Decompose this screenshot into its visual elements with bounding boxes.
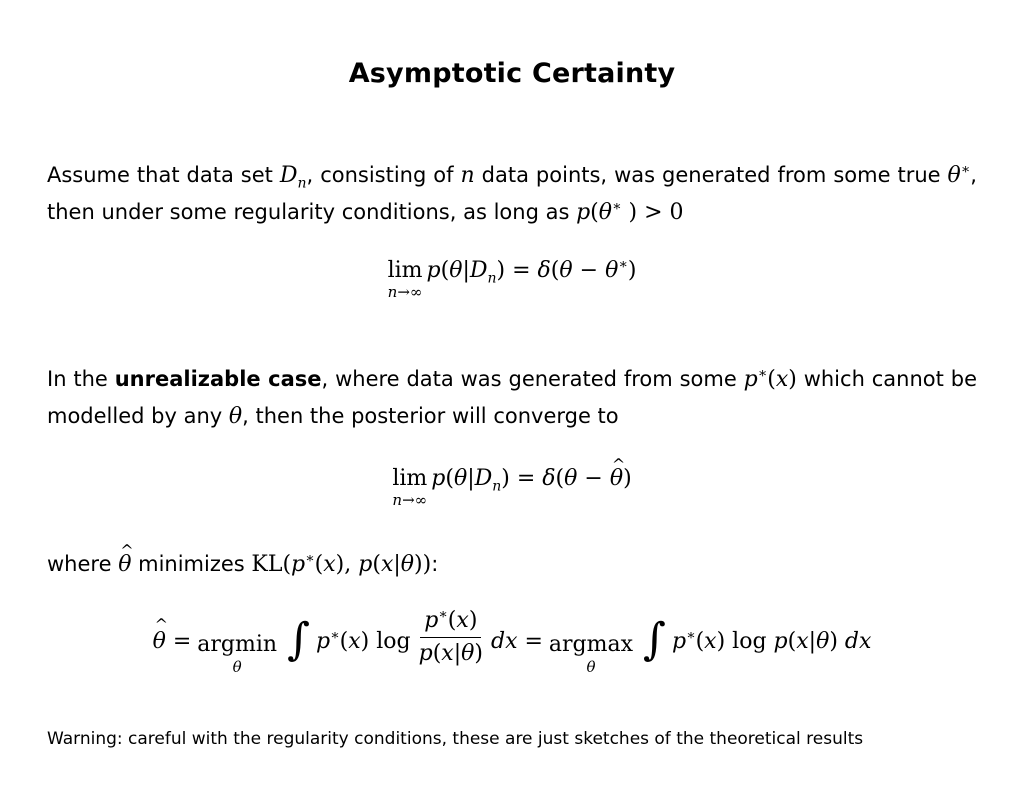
equation-limit-unrealizable [0,466,1024,508]
argmin-operator [197,632,277,676]
lim-label: lim [387,258,423,283]
integrand: p∗(x) log p(x|θ) dx [671,627,872,654]
text-fragment: , then under some regularity conditions, as long as [47,163,977,224]
lim-operator [388,258,423,300]
math-p-star: p∗(x) [743,365,797,392]
lim-subscript: n→∞ [387,283,423,301]
text-fragment: which cannot be modelled by any [47,367,977,428]
paragraph-assumption [47,157,977,231]
argmin-label: argmin [197,631,278,657]
math-paren: ( [590,200,599,225]
integral-sign: ∫ [643,613,666,665]
equation-body: $p(\theta|D_n) = \delta(\theta - \theta^∗)$ [426,256,637,287]
paragraph-unrealizable [47,361,977,435]
math-theta: θ [228,404,243,429]
lim-label: lim [392,466,428,491]
lim-subscript: n→∞ [392,491,428,509]
text-fragment: Assume that data set [47,163,280,187]
text-fragment: where [47,552,119,576]
dx: dx = [490,629,543,654]
math-theta-hat: ^ θ [118,552,131,577]
math-n: n [460,163,475,188]
integral-sign: ∫ [287,613,311,665]
argmax-operator [549,632,633,676]
math-kl-args: (p∗(x), p(x|θ)) [282,550,432,577]
math-gt: ) > 0 [621,200,684,225]
lim-operator [392,466,427,508]
text-fragment: , where data was generated from some [321,367,744,391]
math-prior-condition: p [576,200,591,225]
warning-note: Warning: careful with the regularity conditions, these are just sketches of the theoretical results [47,729,864,749]
bold-term: unrealizable case [114,367,322,391]
equation-argmin-argmax [0,606,1024,676]
fraction-denominator: p(x|θ) [418,641,483,666]
math-dataset: $D_n$ [279,163,307,192]
math-theta-star: θ∗ [947,161,971,188]
fraction [415,608,487,667]
text-fragment: minimizes [131,552,252,576]
integrand: p∗(x) log [316,627,411,654]
argmax-label: argmax [548,631,634,657]
text-fragment: , then the posterior will converge to [242,404,619,428]
theta-hat-lhs: ^ θ = [153,629,192,654]
slide-title: Asymptotic Certainty [348,58,676,89]
paragraph-minimizer [47,546,977,583]
argmin-subscript: θ [232,657,242,676]
fraction-numerator: p∗(x) [420,608,481,638]
argmax-subscript: θ [586,657,596,676]
equation-body: $p(\theta|D_n) = \delta(\theta$ − ^ θ) [431,466,631,492]
math-kl: KL [251,552,283,577]
text-fragment: In the [47,367,115,391]
math-theta: θ∗ [598,198,622,225]
text-fragment: , consisting of [306,163,461,187]
text-fragment: : [431,552,439,576]
equation-limit-certain [0,258,1024,300]
text-fragment: data points, was generated from some true [474,163,948,187]
